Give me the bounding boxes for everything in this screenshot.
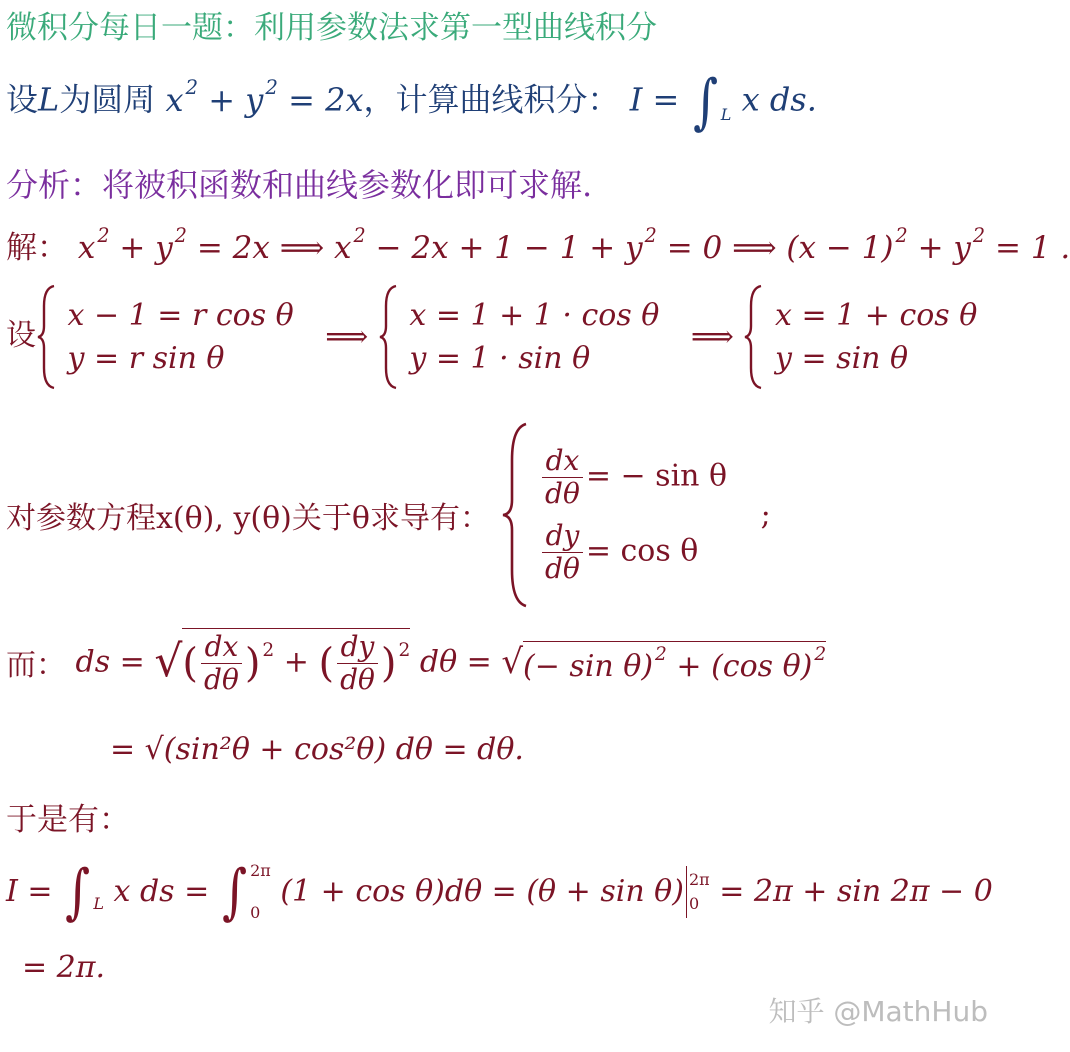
derivative-row1: $\frac{dx}{d\theta}$ = − sin θ <box>539 445 727 510</box>
question-lead: 设 <box>6 80 39 119</box>
left-brace-icon <box>743 282 765 392</box>
integral-sign: ∫ <box>221 856 247 927</box>
question-I: I = <box>629 80 680 119</box>
final-result: = 2π. <box>22 950 106 985</box>
sys2-row1: x = 1 + 1 · cos θ <box>409 297 660 333</box>
derivative-label: 对参数方程x(θ), y(θ)关于θ求导有： <box>6 501 490 536</box>
integral-sign: ∫ <box>65 856 91 927</box>
left-brace-icon <box>378 282 400 392</box>
thus-label: 于是有： <box>6 802 130 838</box>
integral-subscript: L <box>720 105 732 125</box>
system-3 <box>775 294 977 381</box>
parametrization-line <box>6 282 977 392</box>
analysis-line: 分析：将被积函数和曲线参数化即可求解. <box>6 166 593 204</box>
system-2 <box>409 294 659 381</box>
ds-line-1: 而： ds = √( $\frac{dx}{d\theta}$ ) $^2$ + ( $\frac{dy}{d\theta}$ ) $^2$ dθ = √(− sin θ) $^2$ + (cos θ) $^2$ <box>6 630 827 697</box>
derivative-system <box>539 445 727 586</box>
sys3-row2: y = sin θ <box>775 341 909 376</box>
integral-sign: ∫ <box>692 67 718 137</box>
question-equation: x $^2$ + y $^2$ = 2x <box>165 75 364 119</box>
sys3-row1: x = 1 + cos θ <box>775 297 978 333</box>
ds-line-2: = √(sin²θ + cos²θ) dθ = dθ. <box>110 732 524 767</box>
derivative-row2: $\frac{dy}{d\theta}$ = cos θ <box>539 520 727 585</box>
derivative-row2-value: = cos θ <box>585 533 699 569</box>
integral-limits: 2π 0 <box>250 861 271 922</box>
step1-math: x $^2$ + y $^2$ = 2x ⟹ x $^2$ − 2x + 1 − 1 + y $^2$ = 0 ⟹ (x − 1) $^2$ + y $^2$ = 1 . <box>77 223 1070 266</box>
set-label: 设 <box>6 318 36 353</box>
solution-step1 <box>6 222 1070 267</box>
semicolon: ; <box>760 497 771 533</box>
question-compute: ，计算曲线积分： <box>363 80 620 119</box>
final-integral-line: I = ∫ $_L$ x ds = ∫ 2π 0 (1 + cos θ)dθ = (θ + sin θ) 2π 0 = 2π + sin 2π − 0 <box>6 850 993 933</box>
derivative-row1-value: = − sin θ <box>585 458 728 494</box>
sys2-row2: y = 1 · sin θ <box>409 341 591 376</box>
sqrt-icon: √ <box>154 636 183 688</box>
question-line <box>6 67 817 137</box>
solution-label: 解： <box>6 230 68 266</box>
watermark: 知乎 @MathHub <box>768 995 988 1028</box>
ds-label: 而： <box>6 648 66 684</box>
left-brace-icon <box>500 420 530 610</box>
left-brace-icon <box>36 282 58 392</box>
derivative-line <box>6 420 771 610</box>
implies-arrow-1: ⟹ <box>325 319 369 355</box>
integral-subscript: L <box>93 894 104 914</box>
question-for: 为圆周 <box>59 80 156 119</box>
page-title: 微积分每日一题：利用参数法求第一型曲线积分 <box>6 10 657 46</box>
sys1-row1: x − 1 = r cos θ <box>67 297 294 333</box>
evaluation-limits: 2π 0 <box>688 869 710 913</box>
system-1 <box>68 294 294 381</box>
question-integrand: x ds. <box>741 80 817 119</box>
sqrt-icon: √ <box>501 642 524 683</box>
sys1-row2: y = r sin θ <box>67 341 225 376</box>
question-curve-name: L <box>38 80 60 119</box>
sqrt-content: ( $\frac{dx}{d\theta}$ ) $^2$ + ( $\frac{dy}{d\theta}$ ) $^2$ <box>182 630 411 697</box>
implies-arrow-2: ⟹ <box>690 319 734 355</box>
